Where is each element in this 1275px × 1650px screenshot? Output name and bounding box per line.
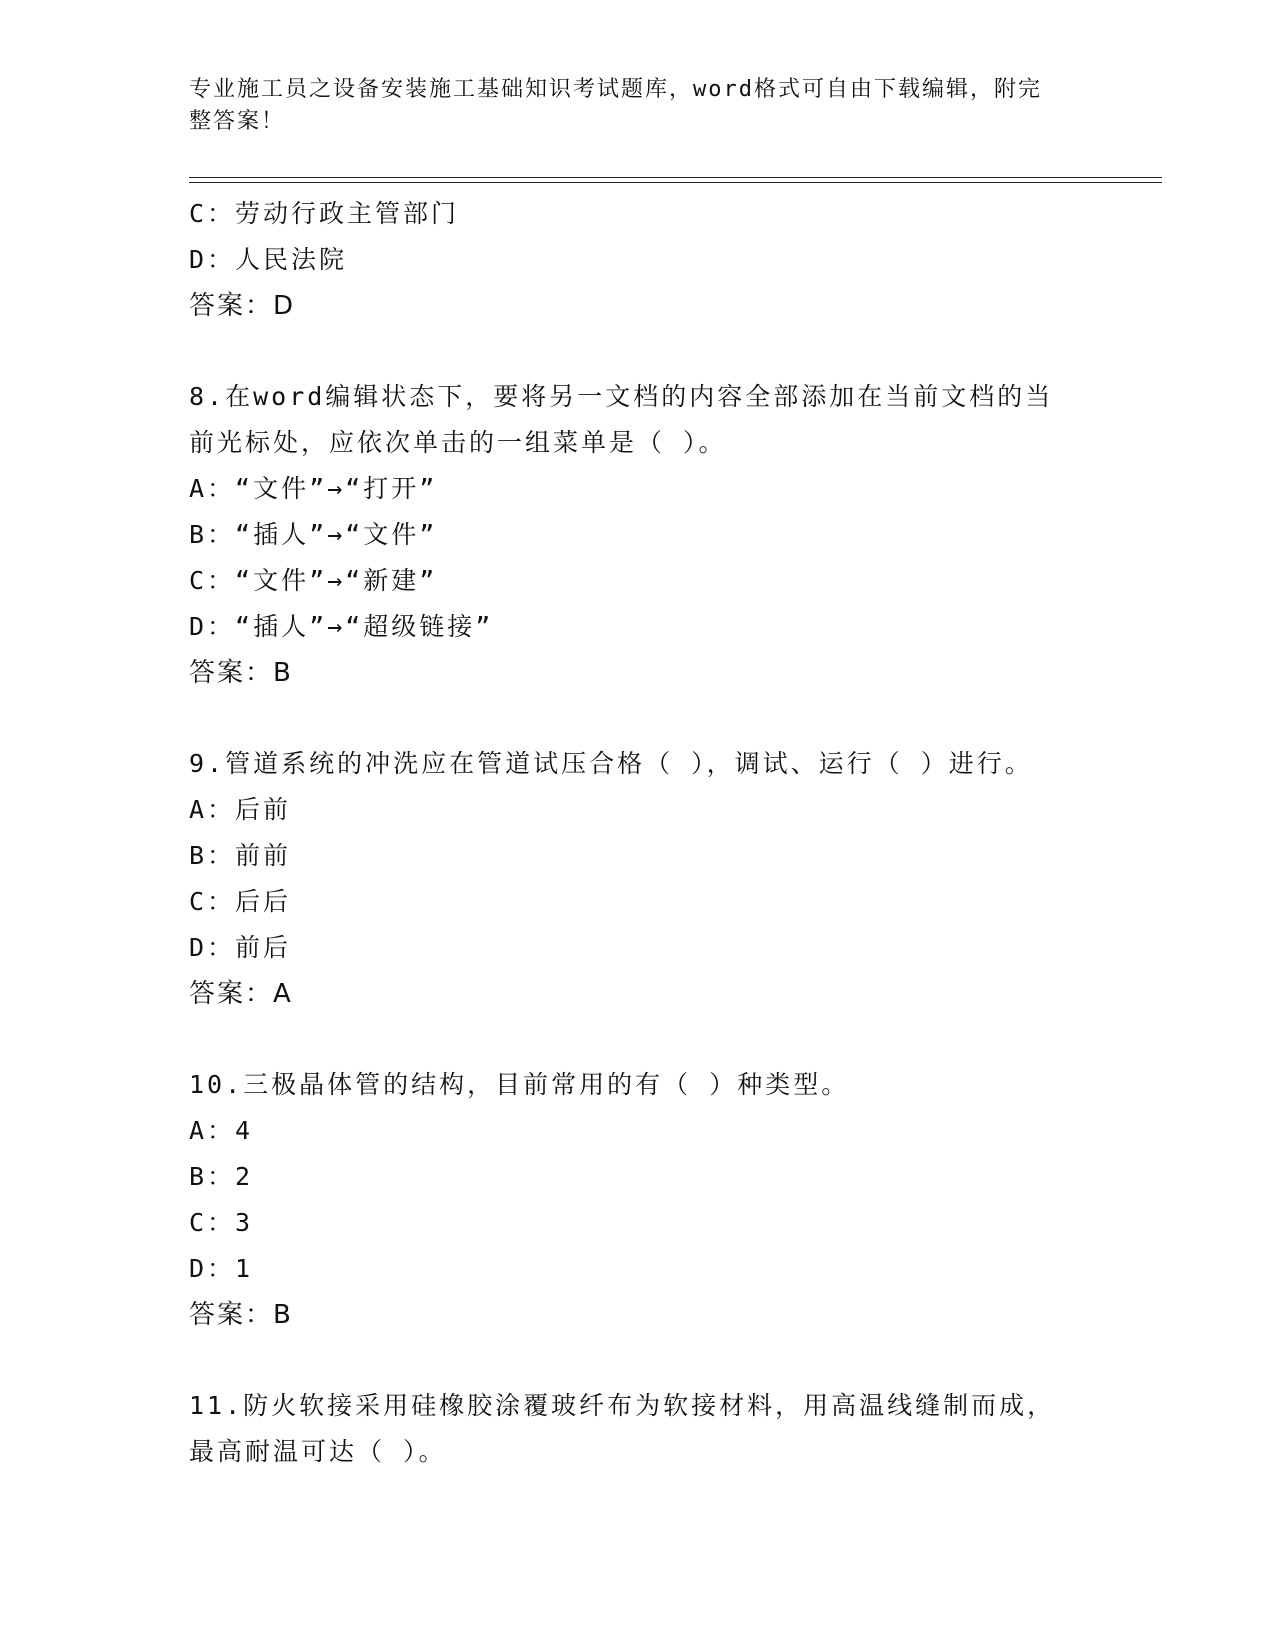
header-divider-bottom [189, 182, 1162, 183]
question-list [189, 191, 1169, 1475]
question-11-stem-line-1: 11.防火软接采用硅橡胶涂覆玻纤布为软接材料，用高温线缝制而成， [189, 1391, 1056, 1420]
question-11 [189, 1383, 1169, 1475]
question-10-stem-line-1: 10.三极晶体管的结构，目前常用的有（ ）种类型。 [189, 1070, 850, 1099]
question-11-stem-line-2: 最高耐温可达（ ）。 [189, 1437, 447, 1466]
question-9-option-d: D：前后 [189, 933, 292, 962]
question-10-option-d: D：1 [189, 1254, 254, 1283]
spacer [189, 1338, 1169, 1383]
question-7-answer: 答案：D [189, 291, 296, 321]
question-8-answer: 答案：B [189, 658, 293, 688]
question-10 [189, 1062, 1169, 1338]
question-9-option-c: C：后后 [189, 887, 292, 916]
question-9-option-b: B：前前 [189, 841, 292, 870]
question-9-answer: 答案：A [189, 979, 293, 1009]
header-line-2: 整答案！ [189, 109, 286, 134]
header-line-1: 专业施工员之设备安装施工基础知识考试题库，word格式可自由下载编辑，附完 [189, 77, 1042, 102]
question-7-partial [189, 191, 1169, 329]
spacer [189, 696, 1169, 741]
question-8-stem-line-1: 8.在word编辑状态下，要将另一文档的内容全部添加在当前文档的当 [189, 382, 1054, 411]
document-header [189, 74, 1089, 138]
question-9-stem-line-1: 9.管道系统的冲洗应在管道试压合格（ ），调试、运行（ ）进行。 [189, 749, 1033, 778]
question-8-option-b: B：“插人”→“文件” [189, 520, 438, 549]
question-8-option-c: C：“文件”→“新建” [189, 566, 438, 595]
question-7-option-d: D：人民法院 [189, 245, 348, 274]
question-8-option-d: D：“插人”→“超级链接” [189, 612, 494, 641]
question-7-option-c: C：劳动行政主管部门 [189, 199, 460, 228]
question-9 [189, 741, 1169, 1017]
spacer [189, 1017, 1169, 1062]
question-10-answer: 答案：B [189, 1300, 293, 1330]
question-10-option-a: A：4 [189, 1116, 254, 1145]
question-8-stem-line-2: 前光标处，应依次单击的一组菜单是（ ）。 [189, 428, 727, 457]
question-9-option-a: A：后前 [189, 795, 292, 824]
question-8 [189, 374, 1169, 696]
question-10-option-c: C：3 [189, 1208, 254, 1237]
question-8-option-a: A：“文件”→“打开” [189, 474, 438, 503]
question-10-option-b: B：2 [189, 1162, 254, 1191]
spacer [189, 329, 1169, 374]
header-divider-top [189, 177, 1162, 178]
